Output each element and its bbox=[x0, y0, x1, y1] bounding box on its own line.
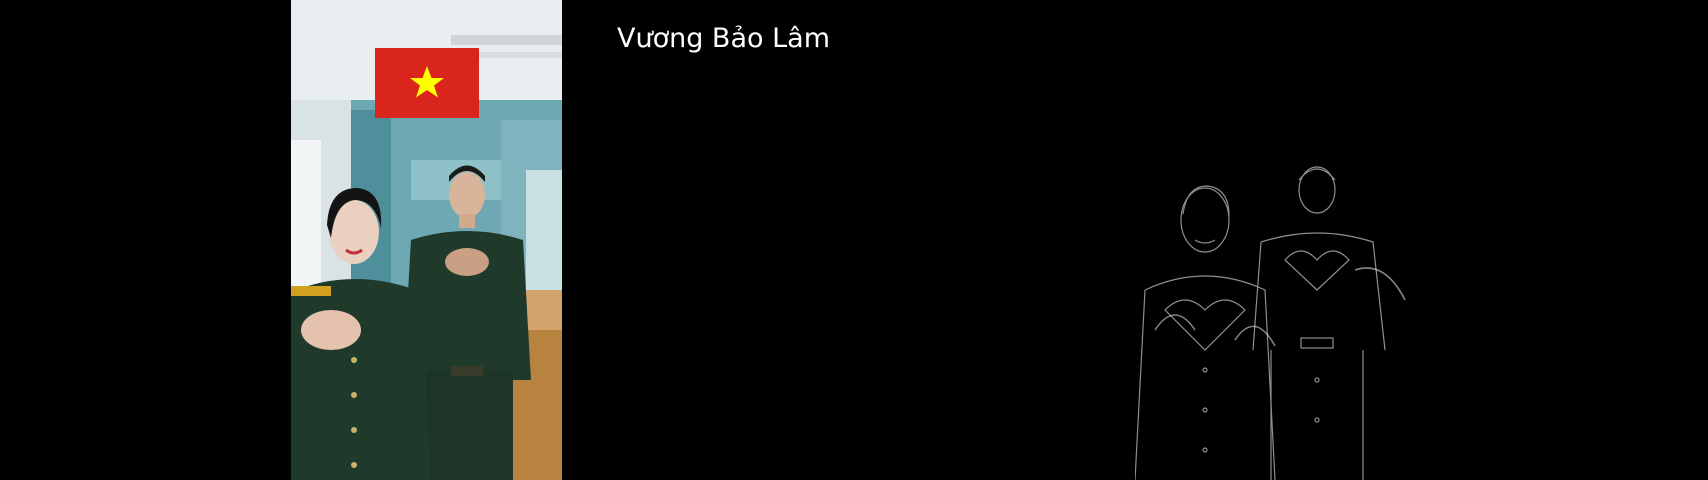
vietnam-flag-icon bbox=[375, 48, 479, 118]
uniform-photo bbox=[291, 0, 562, 480]
video-caption: Vương Bảo Lâm bbox=[617, 23, 830, 54]
edge-outline-image bbox=[1135, 150, 1425, 480]
edge-detection-panel bbox=[1135, 150, 1425, 480]
photo-panel bbox=[291, 0, 562, 480]
